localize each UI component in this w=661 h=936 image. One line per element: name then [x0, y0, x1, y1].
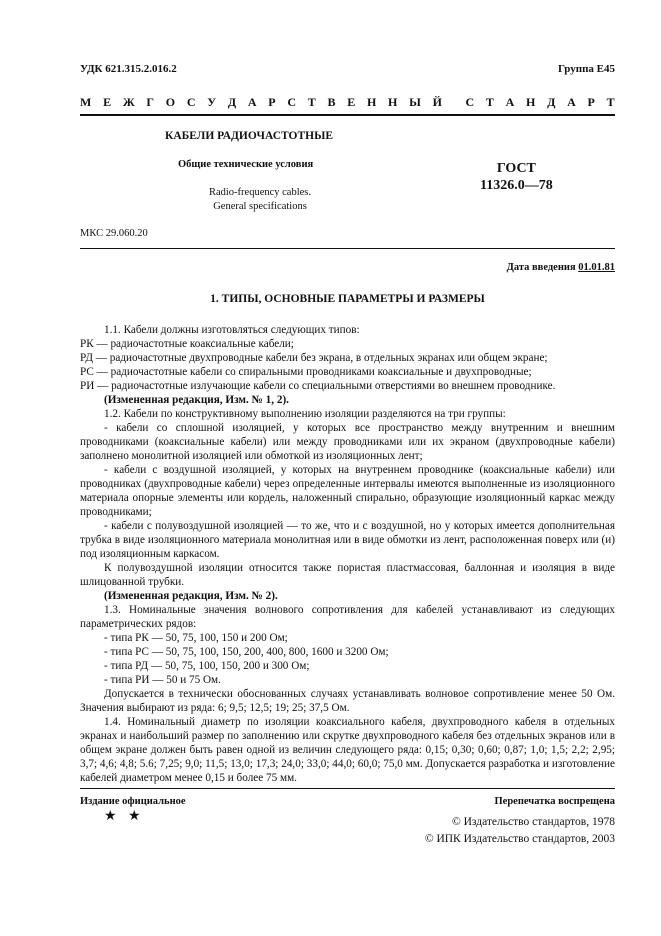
list-item: - типа РС — 50, 75, 100, 150, 200, 400, 800, 1600 и 3200 Ом;: [104, 646, 389, 658]
header-rule: [80, 114, 615, 116]
document-subtitle: Общие технические условия: [178, 159, 314, 170]
paragraph: 1.3. Номинальные значения волнового сопротивления для кабелей устанавливают из следующих параметрических рядов:: [80, 604, 615, 630]
paragraph: - кабели с полувоздушной изоляцией — то же, что и с воздушной, но у которых имеется дополнительная трубка в виде изоляционного материала монолитная или в виде обмотки из лент, расположенная поверх или (и) под изоляционным каркасом.: [80, 520, 615, 560]
paragraph: - кабели со сплошной изоляцией, у которых все пространство между внутренним и внешним проводниками (коаксиальные кабели) или между проводниками или их экраном (двухпроводные кабели) заполнено монолитной изоляцией или обмоткой из изоляционных лент;: [80, 422, 615, 462]
paragraph: РИ — радиочастотные излучающие кабели со специальными отверстиями во внешнем проводнике.: [80, 380, 556, 392]
list-item: - типа РК — 50, 75, 100, 150 и 200 Ом;: [104, 632, 288, 644]
title-block-rule: [80, 248, 615, 249]
paragraph: 1.4. Номинальный диаметр по изоляции коаксиального кабеля, двухпроводного кабеля в отдельных экранах и наибольший размер по заполнению или скрутке двухпроводного кабеля без отдельных экранов или в общем экране должен быть равен одной из величин следующего ряда: 0,15; 0,30; 0,60; 0,87; 1,0; 1,5; 2,2; 2,95; 3,7; 4,6; 4,8; 5.6; 7,25; 9,0; 11,5; 13,0; 17,3; 24,0; 33,0; 44,0; 60,0; 75,0 мм. Допускается разработка и изготовление кабелей диаметром менее 0,15 и более 75 мм.: [80, 716, 615, 784]
amendment-note: (Измененная редакция, Изм. № 1, 2).: [104, 394, 289, 406]
interstate-standard-heading: М Е Ж Г О С У Д А Р С Т В Е Н Н Ы Й С Т А Н Д А Р Т: [80, 95, 615, 109]
udk-code: УДК 621.315.2.016.2: [80, 63, 177, 75]
amendment-note: (Измененная редакция, Изм. № 2).: [104, 590, 278, 602]
list-item: - типа РД — 50, 75, 100, 150, 200 и 300 Ом;: [104, 660, 310, 672]
paragraph: 1.1. Кабели должны изготовляться следующих типов:: [104, 324, 360, 336]
paragraph: - кабели с воздушной изоляцией, у которых на внутреннем проводнике (коаксиальные кабели) или проводниках (двухпроводные кабели) через определенные интервалы имеются выполненные из изоляционного материала опорные элементы или кордель, наложенный спирально, образующие изоляционный каркас между проводниками;: [80, 464, 615, 518]
copyright: © Издательство стандартов, 1978 © ИПК Издательство стандартов, 2003: [424, 816, 615, 845]
document-title: КАБЕЛИ РАДИОЧАСТОТНЫЕ: [165, 130, 334, 142]
effective-date-value: 01.01.81: [578, 262, 615, 273]
paragraph: К полувоздушной изоляции относится также пористая пластмассовая, баллонная и изоляция в виде шлицованной трубки.: [80, 562, 615, 588]
reprint-notice: Перепечатка воспрещена: [494, 796, 615, 807]
paragraph: РД — радиочастотные двухпроводные кабели без экрана, в отдельных экранах или общем экране;: [80, 352, 548, 364]
group-code: Группа Е45: [557, 63, 615, 75]
official-edition-label: Издание официальное: [80, 796, 186, 807]
footer-rule: [80, 788, 615, 789]
gost-number: [480, 160, 553, 194]
section-heading: 1. ТИПЫ, ОСНОВНЫЕ ПАРАМЕТРЫ И РАЗМЕРЫ: [210, 293, 485, 305]
gost-label: ГОСТ: [496, 161, 536, 176]
paragraph: РК — радиочастотные коаксиальные кабели;: [80, 338, 294, 350]
star-icon: ★ ★: [104, 809, 145, 824]
paragraph: 1.2. Кабели по конструктивному выполнению изоляции разделяются на три группы:: [104, 408, 506, 420]
document-body: [80, 323, 615, 785]
list-item: - типа РИ — 50 и 75 Ом.: [104, 674, 221, 686]
paragraph: РС — радиочастотные кабели со спиральными проводниками коаксиальные и двухпроводные;: [80, 366, 532, 378]
english-title: Radio-frequency cables. General specifications: [208, 187, 312, 212]
effective-date: Дата введения 01.01.81: [506, 262, 615, 273]
paragraph: Допускается в технически обоснованных случаях устанавливать волновое сопротивление менее 50 Ом. Значения выбирают из ряда: 6; 9,5; 12,5; 19; 25; 37,5 Ом.: [80, 688, 615, 714]
gost-code: 11326.0—78: [480, 178, 553, 193]
mks-code: МКС 29.060.20: [80, 228, 148, 239]
